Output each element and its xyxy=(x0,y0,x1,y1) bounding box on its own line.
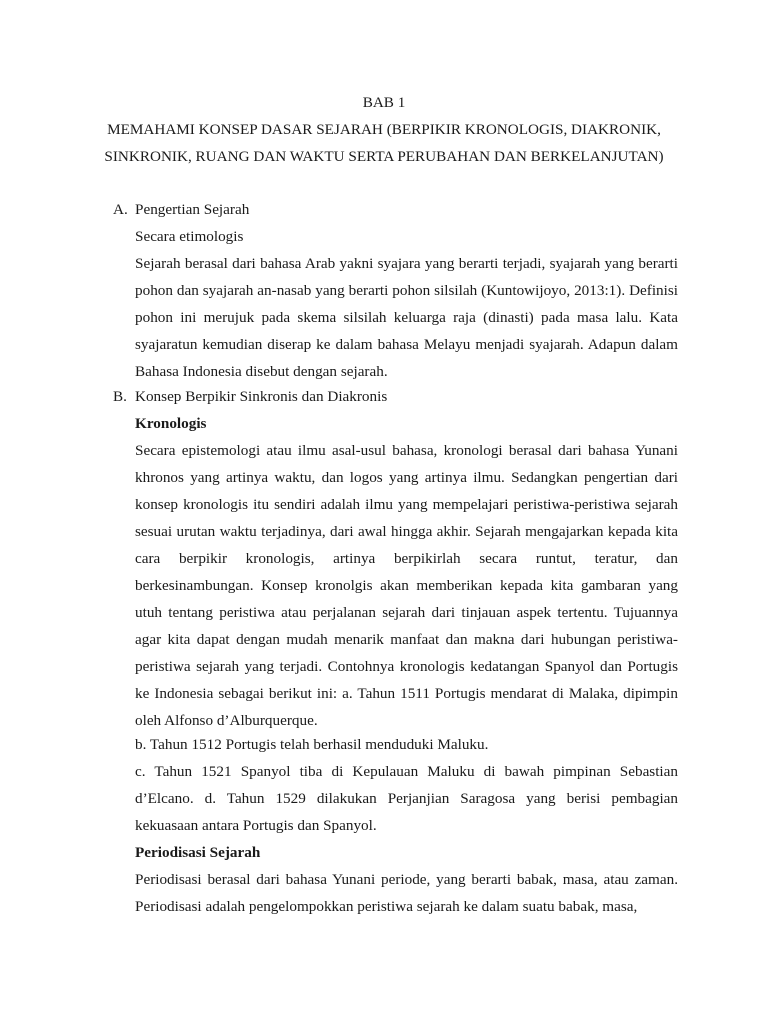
chapter-title xyxy=(60,116,708,170)
kronologis-item-b: b. Tahun 1512 Portugis telah berhasil menduduki Maluku. xyxy=(135,736,489,753)
periodisasi-paragraph: Periodisasi berasal dari bahasa Yunani periode, yang berarti babak, masa, atau zaman. Periodisasi adalah pengelompokkan peristiwa sejarah ke dalam suatu babak, masa, xyxy=(135,871,678,915)
periodisasi-heading: Periodisasi Sejarah xyxy=(135,844,261,861)
section-b-title: Konsep Berpikir Sinkronis dan Diakronis xyxy=(135,388,388,405)
chapter-title-line-2: SINKRONIK, RUANG DAN WAKTU SERTA PERUBAHAN DAN BERKELANJUTAN) xyxy=(104,148,664,165)
chapter-heading: BAB 1 xyxy=(362,94,406,111)
section-b-label: B. xyxy=(113,388,127,405)
chapter-title-line-1: MEMAHAMI KONSEP DASAR SEJARAH (BERPIKIR KRONOLOGIS, DIAKRONIK, xyxy=(107,121,661,138)
section-a-label: A. xyxy=(113,201,128,218)
section-a-subtitle: Secara etimologis xyxy=(135,228,244,245)
kronologis-item-c: c. Tahun 1521 Spanyol tiba di Kepulauan Maluku di bawah pimpinan Sebastian d’Elcano. d. Tahun 1529 dilakukan Perjanjian Saragosa yang berisi pembagian kekuasaan antara Portugis dan Spanyol. xyxy=(135,763,678,834)
section-a-title: Pengertian Sejarah xyxy=(135,201,250,218)
kronologis-paragraph: Secara epistemologi atau ilmu asal-usul bahasa, kronologi berasal dari bahasa Yunani khronos yang artinya waktu, dan logos yang artinya ilmu. Sedangkan pengertian dari konsep kronologis itu sendiri adalah ilmu yang mempelajari peristiwa-peristiwa sejarah sesuai urutan waktu terjadinya, dari awal hingga akhir. Sejarah mengajarkan kepada kita cara berpikir kronologis, artinya berpikirlah secara runtut, teratur, dan berkesinambungan. Konsep kronolgis akan memberikan kepada kita gambaran yang utuh tentang peristiwa atau perjalanan sejarah dari tinjauan aspek tertentu. Tujuannya agar kita dapat dengan mudah menarik manfaat dan makna dari hubungan peristiwa-peristiwa sejarah yang terjadi. Contohnya kronologis kedatangan Spanyol dan Portugis ke Indonesia sebagai berikut ini: a. Tahun 1511 Portugis mendarat di Malaka, dipimpin oleh Alfonso d’Alburquerque. xyxy=(135,442,678,729)
section-a-paragraph: Sejarah berasal dari bahasa Arab yakni syajara yang berarti terjadi, syajarah yang berarti pohon dan syajarah an-nasab yang berarti pohon silsilah (Kuntowijoyo, 2013:1). Definisi pohon ini merujuk pada skema silsilah keluarga raja (dinasti) pada masa lalu. Kata syajaratun kemudian diserap ke dalam bahasa Melayu menjadi syajarah. Adapun dalam Bahasa Indonesia disebut dengan sejarah. xyxy=(135,255,678,380)
kronologis-heading: Kronologis xyxy=(135,415,207,432)
